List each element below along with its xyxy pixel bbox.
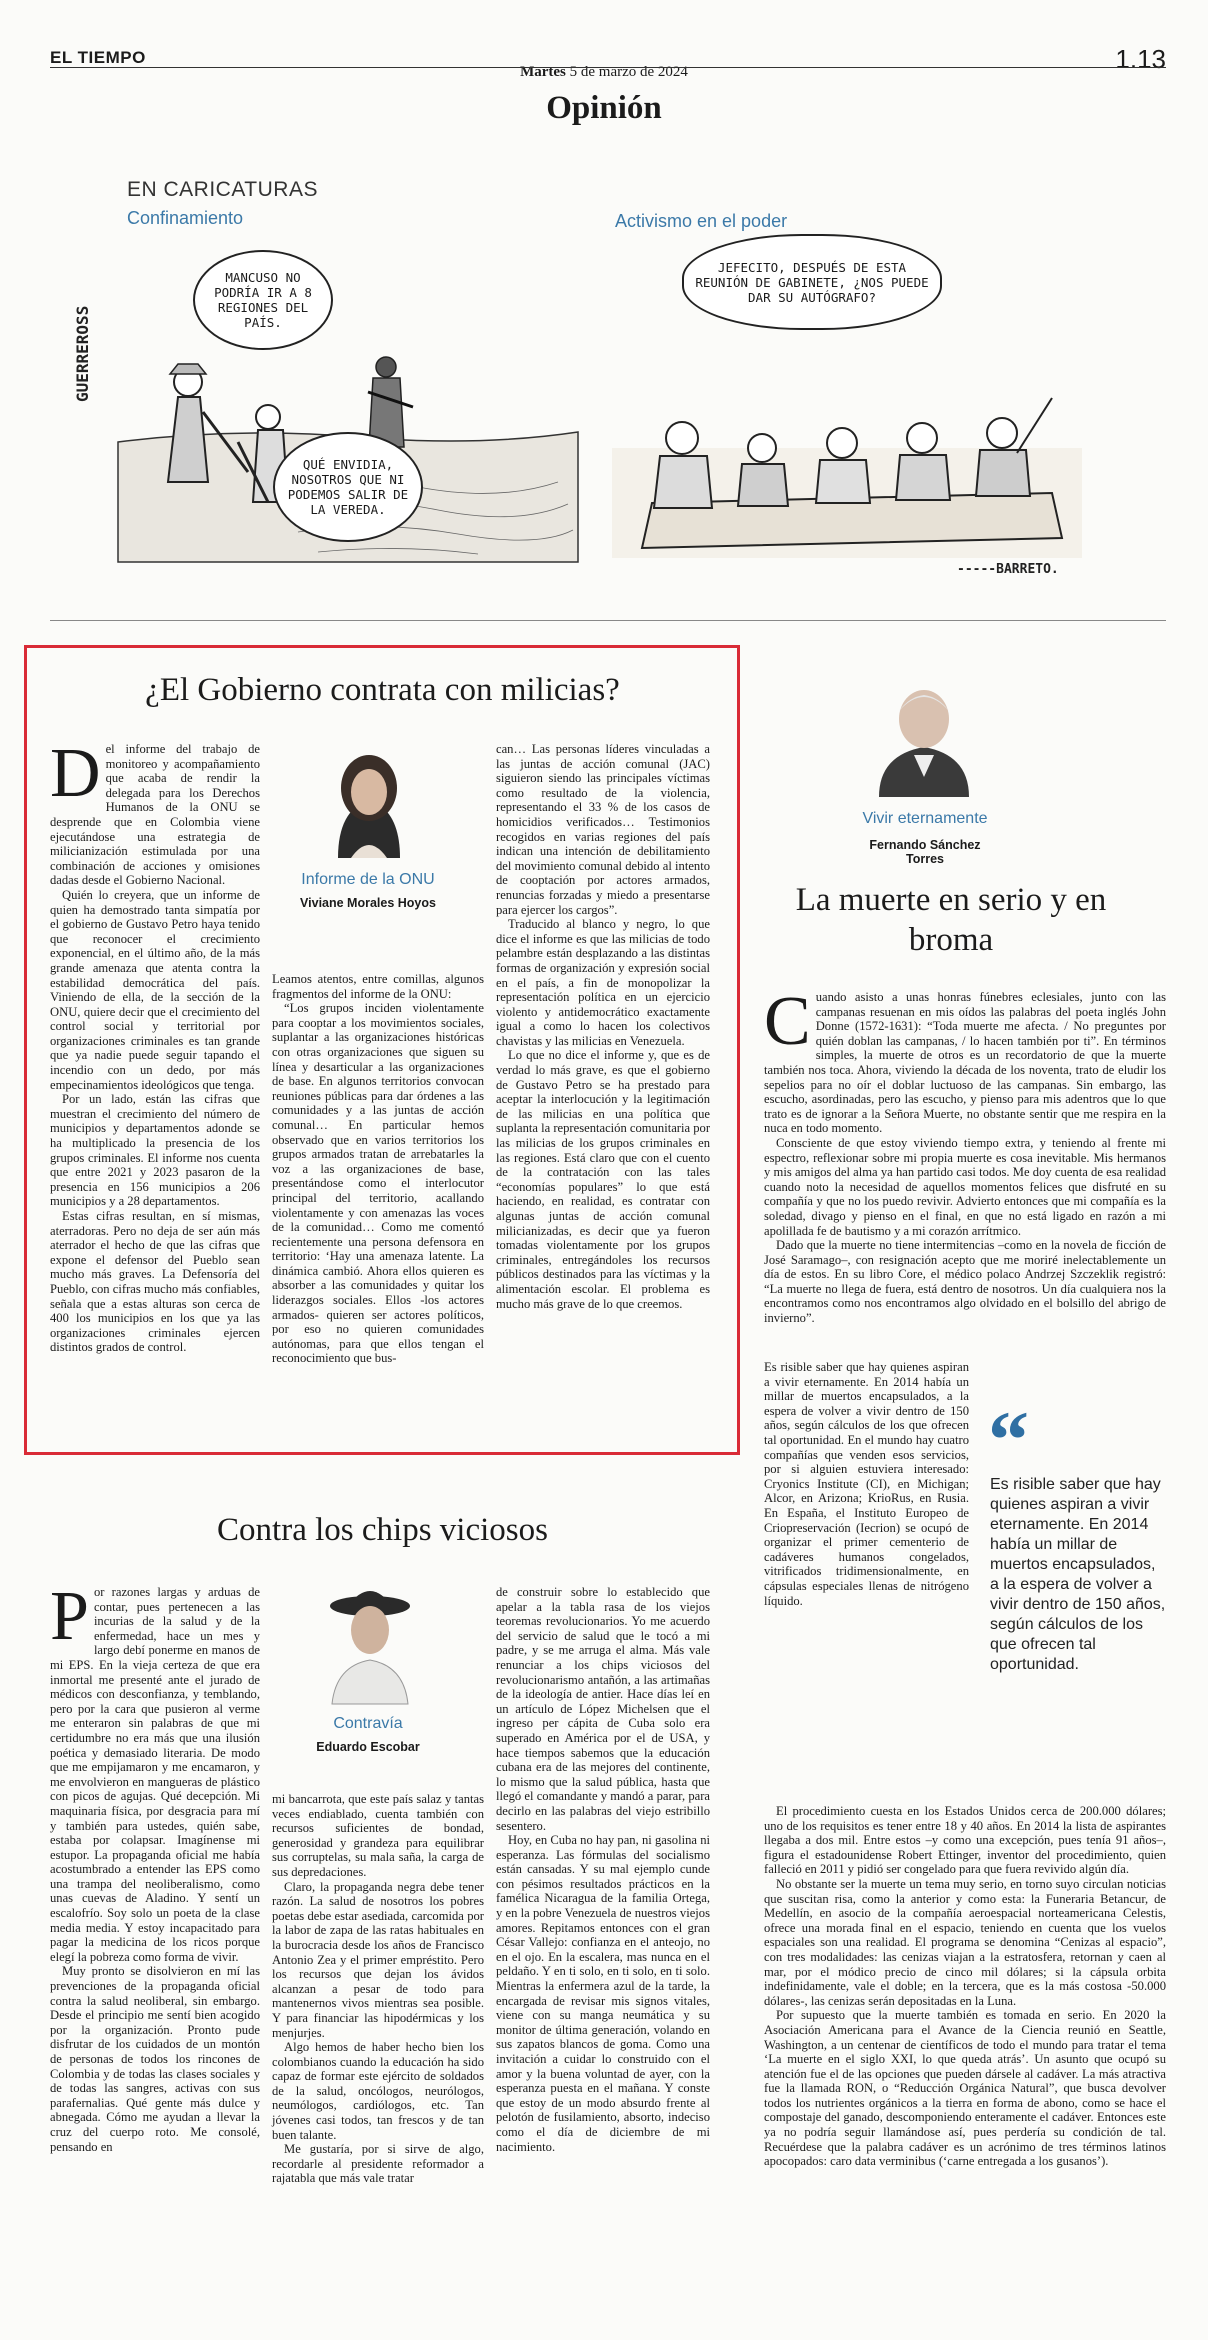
article3-headline: Contra los chips viciosos	[217, 1512, 548, 1548]
article2-pull-quote: Es risible saber que hay quienes aspiran a vivir eternamente. En 2014 había un millar de muertos encapsulados, a la espera de volver a vivir dentro de 150 años, según cálculos de los que ofrecen tal oportunidad.	[990, 1476, 1166, 1673]
article2-bottom-p3: Por supuesto que la muerte también es tomada en serio. En 2020 la Asociación Americana para el Avance de la Ciencia reunió en Seattle, Washington, a un centenar de científicos de todo el mundo para tratar el tema ‘La muerte en el siglo XXI, lo que queda atrás’. Un asunto que ocupó su atención fue el de las opciones que pueden dársele al cadáver. La más atractiva fue la llamada RON, o “Reducción Orgánica Natural”, que busca devolver todos los nutrientes orgánicos a la tierra en forma de abono, como se hace el compostaje del ganado, descomponiendo enteramente el cadáver. Entonces este ya no podría seguir llamándose así, pues perdería su condición de tal. Recuérdese que la palabra cadáver es un acrónimo de tres términos latinos apocopados: caro data verminibus (‘carne entregada a los gusanos’).	[764, 2008, 1166, 2169]
page-number: 1.13	[1115, 44, 1166, 74]
article3-col2-p2: Claro, la propaganda negra debe tener razón. La salud de nosotros los pobres poetas debe estar asediada, carcomida por la labor de zapa de las ratas habituales en la burocracia desde los años de Francisco Antonio Zea y el primer empréstito. Pero los recursos que dejan los ávidos alcanzan a pesar de todo para mantenernos vivos mientras sea posible. Y para financiar las hipodérmicas y los menjurjes.	[272, 1879, 484, 2040]
article3-col2-p3: Algo hemos de haber hecho bien los colombianos cuando la educación ha sido capaz de formar este ejército de soldados de la salud, oncólogos, neurólogos, neumólogos, cardiólogos, etc. Tan jóvenes casi todos, tan frescos y de tan buen talante.	[272, 2040, 484, 2142]
caricature-left-panel	[73, 232, 578, 562]
article3-column-1	[50, 1578, 260, 2300]
caricatures-divider	[50, 620, 1166, 621]
article2-mid-p1: Es risible saber que hay quienes aspiran a vivir eternamente. En 2014 había un millar de muertos encapsulados, a la espera de volver a vivir dentro de 150 años, según cálculos de los que ofrecen tal oportunidad. En el mundo hay cuatro compañías que venden esos servicios, por si alguien estuviera interesado: Cryonics Institute (CI), en Michigan; Alcor, en Arizona; KrioRus, en Rusia. En España, el Instituto Europeo de Criopreservación (Iecrion) se ocupó de organizar el primer cementerio de cadáveres humanos congelados, vitrificados tridimensionalmente, en cápsulas especiales llenas de nitrógeno líquido.	[764, 1360, 969, 1608]
header-rule	[50, 67, 1166, 68]
caricature-right-signature: -----BARRETO.	[957, 562, 1059, 577]
article1-column-3	[496, 742, 710, 1447]
article2-top-p1: uando asisto a unas honras fúnebres eclesiales, junto con las campanas resuenan en mis oídos las palabras del poeta inglés John Donne (1572-1631): “Toda muerte me afecta. / No preguntes por quién doblan las campanas, / lo hacen también por ti”. En términos simples, la muerte de otros es un recordatorio de que la muerte también nos toca. Ahora, viviendo la década de los noventa, trato de eludir los sepelios para no oír el doblar luctuoso de las campanas. Sin embargo, las escucho, asordinadas, pero las escucho, y pienso para mis adentros que lo que trato es de ignorar a la Señora Muerte, no obstante sentir que me respira en la nuca en todo momento.	[764, 990, 1166, 1136]
newspaper-brand: EL TIEMPO	[50, 48, 146, 67]
article2-dropcap: C	[764, 983, 811, 1060]
article1-col2-p1: Leamos atentos, entre comillas, algunos fragmentos del informe de la ONU:	[272, 972, 484, 1001]
article3-dropcap: P	[50, 1578, 89, 1655]
article1-col2-p2: “Los grupos inciden violentamente para cooptar a los movimientos sociales, suplantar a las organizaciones históricas con otras organizaciones que siguen su línea y desarticular a las organizaciones de base. En algunos territorios convocan reuniones públicas para dar órdenes a las comunidades y a las juntas de acción comunal… En particular hemos observado que en varios territorios los grupos armados tratan de arrebatarles la voz a las organizaciones de base, presentándose como el interlocutor principal del territorio, acallando violentamente y con amenazas las voces de la comunidad… Como me comentó recientemente una persona defensora en territorio: ‘Hay una amenaza latente. La dinámica cambió. Ahora ellos quieren es absorber a las comunidades y quitar los liderazgos sociales. Ellos -los actores armados- quieren ser actores políticos, por eso no quieren comunidades autónomas, para que ellos tengan el reconocimiento que bus-	[272, 1001, 484, 1366]
article1-author-name: Viviane Morales Hoyos	[300, 896, 436, 910]
article2-top-p3: Dado que la muerte no tiene intermitencias –como en la novela de ficción de José Saramago–, con resignación acepto que me moriré inelectablemente un día de estos. En su libro Core, el médico polaco Andrzej Szczeklik registró: “La muerte no llega de fuera, está dentro de nosotros. Un día cualquiera nos la encontramos como nos encontramos algo olvidado en el bolsillo del abrigo de invierno”.	[764, 1238, 1166, 1326]
section-title: Opinión	[546, 90, 662, 126]
quote-mark-icon: “	[988, 1394, 1029, 1485]
article3-col1-p2: Muy pronto se disolvieron en mí las prevenciones de la propaganda oficial contra la salud neoliberal, sin embargo. Desde el principio me sentí bien acogido por la organización. Pronto pude disfrutar de los cuidados de un montón de personas de todos los rincones de Colombia y de todas las clases sociales y de todas las sangres, activas con sus parafernalias. Qué gente más dulce y abnegada. Cómo me ayudan a llevar la cruz del cuerpo roto. Me consolé, pensando en	[50, 1964, 260, 2154]
article2-bottom-p1: El procedimiento cuesta en los Estados Unidos cerca de 200.000 dólares; uno de los requisitos es tener entre 18 y 40 años. En 2014 la lista de aspirantes llegaba a dos mil. Entre estos –y como una excepción, pues tenía 91 años–, figura el estadounidense Robert Ettinger, inventor del procedimiento, quien falleció en 2011 y pidió ser congelado para que fuera revivido algún día.	[764, 1804, 1166, 1877]
article1-author-photo	[318, 740, 420, 858]
caricature-left-title: Confinamiento	[127, 208, 244, 228]
article3-col1-p1: or razones largas y arduas de contar, pues pertenecen a las incurias de la salud y de la enfermedad, hace un mes y largo debí ponerme en manos de mi EPS. En la vieja certeza de que era inmortal me presenté ante el jurado de médicos con desconfianza, y temblando, pero por la cara que pusieron al verme me enteraron sin palabras de que mi certidumbre no era más que una ilusión poética y demasiado literaria. De modo que me empijamaron y me encamaron, y me envolvieron en mangueras de plástico con picos de agujas. Qué decepción. Mi maquinaria física, por desgracia para mí y también para ustedes, quién sabe, estaba por colapsar. Imagínense mi estupor. La propaganda oficial me había acostumbrado a entender las EPS como una trampa del neoliberalismo, como unas cuevas de Aladino. Y sentí un escalofrío. Soy solo un poeta de la clase media media. Y estoy incapacitado para pagar la medicina de los ricos porque elegí la pobreza como forma de vivir.	[50, 1585, 260, 1964]
article2-bottom-p2: No obstante ser la muerte un tema muy serio, en torno suyo circulan noticias que suscitan risa, como la anterior y como esta: la Funeraria Betancur, de Medellín, en asocio de la compañía aeroespacial norteamericana Celestis, ofrece una morada final en el espacio, teniendo en cuenta que los vuelos espaciales son una realidad. El programa se denomina “Cenizas al espacio”, con tres modalidades: las cenizas viajan a la estratosfera, retornan y caen al mar, por el módico precio de cinco mil dólares; si la cápsula orbita indefinidamente, vale el doble; en la tercera, que es la más costosa -50.000 dólares-, las cenizas serán depositadas en la Luna.	[764, 1876, 1166, 2008]
article1-col1-p2: Quién lo creyera, que un informe de quien ha demostrado tanta simpatía por el gobierno de Gustavo Petro haya tenido que reconocer el crecimiento exponencial, en el último año, de la más grande amenaza que atenta contra la estabilidad democrática del país. Viniendo de ella, de la sección de la ONU, quiere decir que el crecimiento del control social y territorial por organizaciones criminales es tan grande que ya nadie puede seguir tapando el incendio con un dedo, por más empecinamientos ideológicos que tenga.	[50, 887, 260, 1092]
article3-author-section: Contravía	[333, 1715, 403, 1732]
article1-column-1	[50, 735, 260, 1447]
article1-col3-p2: Traducido al blanco y negro, lo que dice el informe es que las milicias de todo pelambre están desplazando a las distintas formas de organización y expresión social en el país, a fin de monopolizar la representación política en un ejercicio violento y antidemocrático exactamente igual a como lo hacen los colectivos chavistas y las milicias en Venezuela.	[496, 917, 710, 1048]
caricature-right-title: Activismo en el poder	[615, 211, 788, 231]
article3-author-name: Eduardo Escobar	[316, 1740, 420, 1754]
article2-headline: La muerte en serio y en broma	[795, 882, 1107, 958]
caricatures-kicker: EN CARICATURAS	[127, 178, 318, 201]
article2-mid-column	[764, 1360, 969, 1795]
article3-column-2	[272, 1792, 484, 2300]
article3-author-photo	[322, 1580, 418, 1704]
caricature-right-bubble: JEFECITO, DESPUÉS DE ESTA REUNIÓN DE GABINETE, ¿NOS PUEDE DAR SU AUTÓGRAFO?	[682, 234, 942, 330]
caricature-left-bubble-1: MANCUSO NO PODRÍA IR A 8 REGIONES DEL PAÍS.	[193, 250, 333, 350]
article1-author-section: Informe de la ONU	[301, 871, 435, 888]
article2-author-section: Vivir eternamente	[862, 810, 988, 827]
article3-col2-p1: mi bancarrota, que este país salaz y tantas veces endiablado, cuenta también con recursos suficientes de bondad, generosidad y grandeza para equilibrar sus corruptelas, su mala saña, la carga de sus depredaciones.	[272, 1792, 484, 1879]
article2-top-column	[764, 983, 1166, 1360]
article1-column-2	[272, 972, 484, 1447]
caricature-left-signature: GUERREROSS	[73, 305, 92, 402]
article1-col1-p1: el informe del trabajo de monitoreo y acompañamiento que acaba de rendir la delegada para los Derechos Humanos de la ONU se desprende que en Colombia viene ejecutándose una estrategia de milicianización estimulada por una combinación de acciones y omisiones dadas desde el Gobierno Nacional.	[50, 742, 260, 888]
article2-bottom-column	[764, 1804, 1166, 2294]
article1-col1-p3: Por un lado, están las cifras que muestran el crecimiento del número de municipios y departamentos adonde se ha multiplicado la presencia de los grupos criminales. El informe nos cuenta que entre 2021 y 2023 pasaron de la presencia en 156 municipios a 206 municipios y a 28 departamentos.	[50, 1092, 260, 1209]
article1-col3-p1: can… Las personas líderes vinculadas a las juntas de acción comunal (JAC) siguieron siendo las principales víctimas como resultado de la violencia, representando el 33 % de los casos de homicidios verificados… Testimonios recogidos en varias regiones del país indican una intención de debilitamiento del movimiento comunal debido al intento de cooptación por actores armados, renuncias forzadas y miedo a presentarse para ejercer los cargos”.	[496, 742, 710, 917]
article3-col3-p2: Hoy, en Cuba no hay pan, ni gasolina ni esperanza. Las fórmulas del socialismo están cansadas. Y su mal ejemplo cunde con pésimos resultados prácticos en la famélica Nicaragua de la familia Ortega, y en la pobre Venezuela de nuestros viejos amores. Repitamos entonces con el gran César Vallejo: confianza en el anteojo, no en el ojo. En la escalera, mas nunca en el peldaño. Y en ti solo, en ti solo, en ti solo. Mientras la enfermera azul de la tarde, la encargada de revisar mis signos vitales, viene con su manga neumática y su monitor de última generación, volando en sus zapatos blancos de goma. Como una invitación a cuidar lo construido con el amor y la buena voluntad de ayer, con la esperanza puesta en el mañana. Y conste que estoy de un modo absurdo frente al pelotón de fusilamiento, absorto, indeciso como el día de diciembre de mi nacimiento.	[496, 1833, 710, 2154]
article3-col3-p1: de construir sobre lo establecido que apelar a la tabla rasa de los viejos teoremas revolucionarios. Yo me acuerdo del servicio de salud que le tocó a mi padre, y se me arruga el alma. Más vale renunciar a los chips viciosos del revolucionarismo antañón, a las artimañas de la ideología de antier. Hace días leí en un artículo de López Michelsen que el ingreso per cápita de Cuba solo era superado en América por el de USA, y hace tiempos sabemos que la educación cubana era de las mejores del continente, lo mismo que la salud pública, hasta que llegó el comandante y mandó a parar, para decirlo en las palabras del viejo estribillo sesentero.	[496, 1585, 710, 1833]
caricature-right-panel	[612, 238, 1082, 583]
article2-author-photo	[869, 677, 979, 797]
article1-dropcap: D	[50, 735, 101, 812]
article3-col2-p4: Me gustaría, por si sirve de algo, recordarle al presidente reformador a rajatabla que más vale tratar	[272, 2142, 484, 2186]
article1-headline: ¿El Gobierno contrata con milicias?	[145, 672, 620, 708]
article2-top-p2: Consciente de que estoy viviendo tiempo extra, y teniendo al frente mi espectro, reflexionar sobre mi propia muerte es cosa inevitable. Mis hermanos y mis amigos del alma ya han partido casi todos. Me doy cuenta de esa realidad cuando noto la necesidad de aquellos momentos felices que disfruté en su compañía y que no los puedo revivir. Advierto entonces que mi compañía es la soledad, divago y pienso en el final, en que no está ligado en razón a mi apolillada fe de bautismo y a mi corazón arrítmico.	[764, 1135, 1166, 1238]
issue-date-rest: 5 de marzo de 2024	[565, 64, 688, 80]
caricature-left-bubble-2: QUÉ ENVIDIA, NOSOTROS QUE NI PODEMOS SALIR DE LA VEREDA.	[273, 432, 423, 542]
article1-col1-p4: Estas cifras resultan, en sí mismas, aterradoras. Pero no deja de ser aún más aterrador el hecho de que las cifras que expone el defensor del Pueblo sean mucho más graves. La Defensoría del Pueblo, con cifras mucho más confiables, señala que a estas alturas son cerca de 400 los municipios en los que ya las organizaciones criminales ejercen distintos grados de control.	[50, 1209, 260, 1355]
article2-author-name: Fernando Sánchez Torres	[869, 838, 981, 866]
article3-column-3	[496, 1585, 710, 2300]
article1-col3-p3: Lo que no dice el informe y, que es de verdad lo más grave, es que el gobierno de Gustavo Petro se ha prestado para aceptar la interlocución y la legitimación de las milicias en una política que suplanta la representación comunitaria por las milicias de los grupos criminales en las regiones. Está claro que con el cuento de la contratación con las tales “economías populares” lo que está haciendo, en realidad, es contratar con algunas juntas de acción comunal milicianizadas, es decir que ya fueron tomadas violentamente por los grupos criminales, entregándoles los recursos públicos destinados para las víctimas y la alimentación escolar. El problema es mucho más grave de lo que creemos.	[496, 1048, 711, 1311]
issue-date-day: Martes	[520, 64, 566, 80]
